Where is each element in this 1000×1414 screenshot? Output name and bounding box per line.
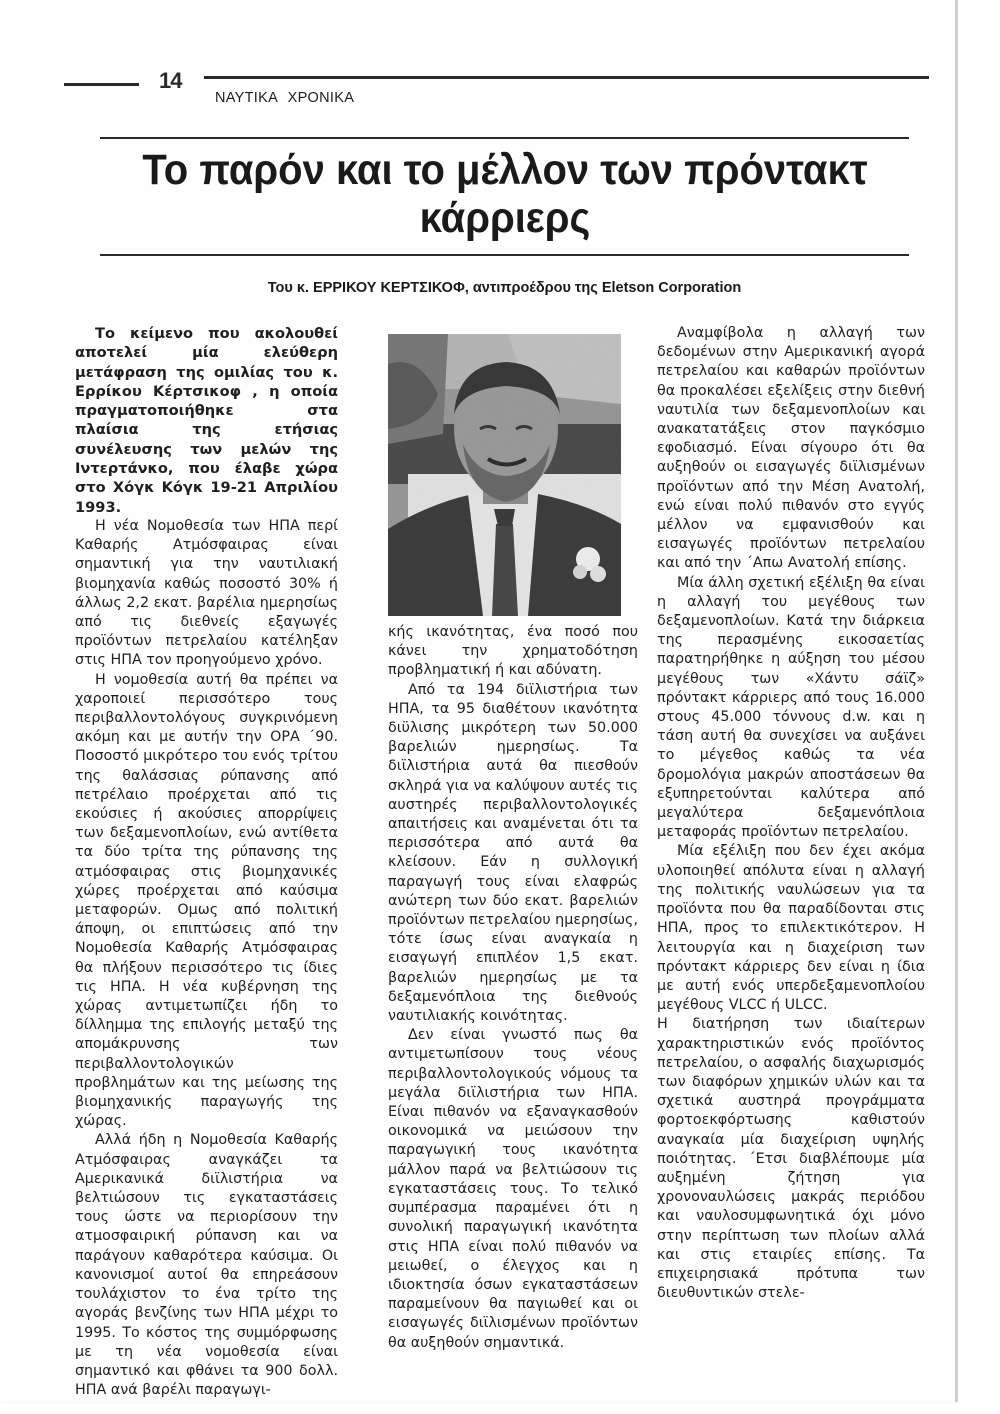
portrait-image: [388, 334, 621, 616]
title-rule-top: [100, 137, 909, 139]
paragraph: Αλλά ήδη η Νομοθεσία Καθαρής Ατμόσφαιρας αναγκάζει τα Αμερικανικά διϊλιστήρια να βελτιώσουν τις εγκαταστάσεις τους ώστε να περιορίσουν την ατμοσφαιρική ρύπανση και να παράγουν καθαρότερα καύσιμα. Οι κανονισμοί αυτοί θα επηρεάσουν τουλάχιστον το ένα τρίτο της αγοράς βενζίνης των ΗΠΑ μέχρι το 1995. Το κόστος της συμμόρφωσης με τη νέα νομοθεσία είναι σημαντικό και φθάνει τα 900 δολλ. ΗΠΑ ανά βαρέλι παραγωγι-: [75, 1132, 338, 1399]
author-photo: [388, 334, 621, 616]
paragraph: Η νομοθεσία αυτή θα πρέπει να χαροποιεί περισσότερο τους περιβαλλοντολόγους συγκρινόμενη ακόμη και με αυτήν την ΟΡΑ ΄90. Ποσοστό μικρότερο του ενός τρίτου της θαλάσσιας ρύπανσης από πετρέλαιο προέρχεται από τις εκούσιες ή ακούσιες απορρίψεις των δεξαμενοπλοίων, ενώ αντίθετα τα δύο τρίτα της ρύπανσης της ατμόσφαιρας στις βιομηχανικές χώρες προέρχεται από καύσιμα μεταφορών. Ομως από πολιτική άποψη, οι επιπτώσεις από την Νομοθεσία Καθαρής Ατμόσφαιρας θα πλήξουν περισσότερο τις ίδιες τις ΗΠΑ. Η νέα κυβέρνηση της χώρας αντιμετωπίζει ήδη το δίλλημμα της επιλογής μεταξύ της απομάκρυνσης των περιβαλλοντολογικών προβλημάτων και της μείωσης της βιομηχανικής παραγωγής της χώρας.: [75, 671, 338, 1130]
title-rule-bottom: [100, 254, 909, 256]
paragraph: Η διατήρηση των ιδιαίτερων χαρακτηριστικών ενός προϊόντος πετρελαίου, ο ασφαλής διαχωρισμός των διαφόρων χημικών υλών και τα σχετικά αυστηρά προγράμματα φορτοεκφόρτωσης καθιστούν αναγκαία μία διαχείριση υψηλής ποιότητας. ΄Ετσι διαβλέπουμε μία αυξημένη ζήτηση για χρονοναυλώσεις μακράς περιόδου και ναυλοσυμφωνητικά όχι μόνο στην περίπτωση των πλοίων αλλά και στις εταιρίες επίσης. Τα επιχειρησιακά πρότυπα των διευθυντικών στελε-: [657, 1016, 925, 1302]
scan-background: [958, 0, 1000, 1414]
header-rule-right: [204, 76, 929, 79]
paragraph: Μία εξέλιξη που δεν έχει ακόμα υλοποιηθεί απόλυτα είναι η αλλαγή της πολιτικής ναυλώσεων για τα προϊόντα που θα παραδίδονται στις ΗΠΑ, προς το επιλεκτικότερον. Η λειτουργία και η διαχείριση των πρόντακτ κάρριερς δεν είναι η ίδια με αυτή ενός υπερδεξαμενοπλοίου μεγέθους VLCC ή ULCC.: [657, 843, 925, 1014]
paragraph: Από τα 194 διϊλιστήρια των ΗΠΑ, τα 95 διαθέτουν ικανότητα διϋλισης μικρότερη των 50.000 βαρελιών ημερησίως. Τα διϊλιστήρια αυτά θα πιεσθούν σκληρά για να καλύψουν αυτές τις αυστηρές περιβαλλοντολογικές απαιτήσεις και αναμένεται ότι τα περισσότερα από αυτά θα κλείσουν. Εάν η συλλογική παραγωγή τους είναι ελαφρώς ανώτερη των δύο εκατ. βαρελιών προϊόντων πετρελαίου ημερησίως, τότε ίσως είναι αναγκαία η εισαγωγή επιπλέον 1,5 εκατ. βαρελιών ημερησίως με τα δεξαμενόπλοια της διεθνούς ναυτιλιακής κοινότητας.: [388, 681, 638, 1025]
column-middle: [388, 623, 638, 1353]
article-lead: Το κείμενο που ακολουθεί αποτελεί μία ελεύθερη μετάφραση της ομιλίας του κ. Ερρίκου Κέρτσικοφ , η οποία πραγματοποιήθηκε στα πλαίσια της ετήσιας συνέλευσης των μελών της Ιντερτάνκο, που έλαβε χώρα στο Χόγκ Κόγκ 19-21 Απριλίου 1993.: [75, 325, 338, 516]
page-number: 14: [159, 68, 182, 93]
paragraph: Μία άλλη σχετική εξέλιξη θα είναι η αλλαγή του μεγέθους των δεξαμενοπλοίων. Κατά την διάρκεια της περασμένης εικοσαετίας παρατηρήθηκε η αύξηση του μέσου μεγέθους των «Χάντυ σάϊζ» πρόντακτ κάρριερς από τους 16.000 στους 45.000 τόννους d.w. και η τάση αυτή θα συνεχίσει να αυξάνει το μέγεθος καθώς τα νέα δρομολόγια μακρών αποστάσεων θα εξυπηρετούνται καλύτερα από μεγαλύτερα δεξαμενόπλοια μεταφοράς προϊόντων πετρελαίου.: [657, 574, 925, 841]
paragraph: Η νέα Νομοθεσία των ΗΠΑ περί Καθαρής Ατμόσφαιρας είναι σημαντική για την ναυτιλιακή βιομηχανία καθώς ποσοστό 30% ή άλλως 2,2 εκατ. βαρέλια ημερησίως από τις διεθνείς εξαγωγές προϊόντων πετρελαίου κατέληξαν στις ΗΠΑ τον προηγούμενο χρόνο.: [75, 517, 338, 669]
column-right: [657, 324, 925, 1303]
header-rule-left: [64, 83, 139, 86]
paragraph: κής ικανότητας, ένα ποσό που κάνει την χρηματοδότηση προβληματική ή και αδύνατη.: [388, 624, 638, 679]
article-title: Το παρόν και το μέλλον των πρόντακτ κάρριερς: [142, 146, 868, 242]
paragraph: Δεν είναι γνωστό πως θα αντιμετωπίσουν τους νέους περιβαλλοντολογικούς νόμους τα μεγάλα διϊλιστήρια των ΗΠΑ. Είναι πιθανόν να εξαναγκασθούν οικονομικά να μειώσουν την παραγωγική τους ικανότητα μάλλον παρά να βελτιώσουν τις εγκαταστάσεις τους. Το τελικό συμπέρασμα παραμένει ότι η συνολική παραγωγική ικανότητα στις ΗΠΑ είναι πολύ πιθανόν να μειωθεί, ο έλεγχος και η ιδιοκτησία όσων εγκαταστάσεων παραμείνουν θα παγιωθεί και οι εισαγωγές διϊλισμένων προϊόντων θα αυξηθούν σημαντικά.: [388, 1027, 638, 1351]
article-byline: Του κ. ΕΡΡΙΚΟΥ ΚΕΡΤΣΙΚΟΦ, αντιπροέδρου της Eletson Corporation: [267, 280, 742, 296]
column-left: [75, 324, 338, 1400]
magazine-section-title: ΝΑΥΤΙΚΑ ΧΡΟΝΙΚΑ: [215, 90, 355, 106]
paragraph: Αναμφίβολα η αλλαγή των δεδομένων στην Αμερικανική αγορά πετρελαίου και καθαρών προϊόντων θα προκαλέσει εξελίξεις στην διεθνή ναυτιλία των δεξαμενοπλοίων και ανακατατάξεις στον παγκόσμιο εφοδιασμό. Είναι σίγουρο ότι θα αυξηθούν οι εισαγωγές διϊλισμένων προϊόντων από την Μέση Ανατολή, ενώ είναι πολύ πιθανόν στο εγγύς μέλλον να εμφανισθούν και εισαγωγές προϊόντων πετρελαίου και από την ΄Απω Ανατολή επίσης.: [657, 325, 925, 572]
